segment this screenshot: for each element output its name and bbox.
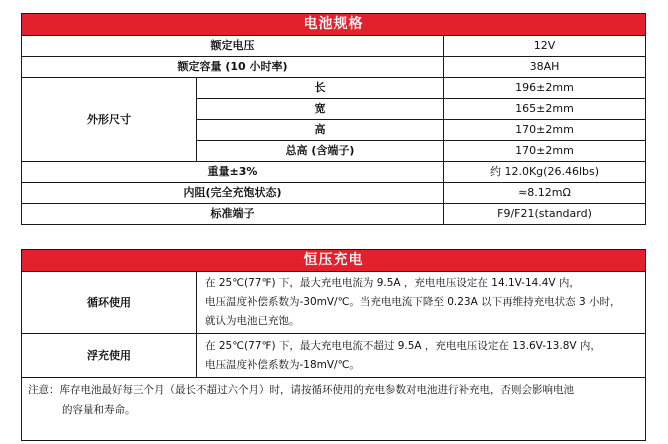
weight-label: 重量±3% [22, 162, 444, 183]
float-use-description [197, 334, 646, 378]
float-line-2: 电压温度补偿系数为-18mV/℃。 [205, 358, 360, 371]
length-label: 长 [197, 78, 444, 99]
cycle-use-label: 循环使用 [22, 272, 197, 334]
width-value: 165±2mm [444, 99, 646, 120]
float-line-1: 在 25℃(77℉) 下，最大充电电流不超过 9.5A ，充电电压设定在 13.6V-13.8V 内， [205, 339, 601, 352]
charging-table-title: 恒压充电 [22, 250, 646, 272]
cycle-use-description [197, 272, 646, 334]
cycle-line-1: 在 25℃(77℉) 下，最大充电电流为 9.5A ，充电电压设定在 14.1V-14.4V 内， [205, 277, 580, 289]
rated-capacity-label: 额定容量 (10 小时率) [22, 57, 444, 78]
note-line-1: 注意：库存电池最好每三个月（最长不超过六个月）时，请按循环使用的充电参数对电池进行补充电，否则会影响电池 [28, 384, 574, 396]
spec-table-title: 电池规格 [22, 14, 646, 36]
total-height-label: 总高 (含端子) [197, 141, 444, 162]
rated-voltage-value: 12V [444, 36, 646, 57]
width-label: 宽 [197, 99, 444, 120]
cycle-line-2: 电压温度补偿系数为-30mV/℃。当充电电流下降至 0.23A 以下再维持充电状态 3 小时， [205, 296, 621, 308]
dimensions-label: 外形尺寸 [22, 78, 197, 162]
float-use-label: 浮充使用 [22, 334, 197, 378]
note-line-2: 的容量和寿命。 [62, 404, 136, 416]
charging-table [21, 249, 646, 441]
height-label: 高 [197, 120, 444, 141]
storage-note [22, 378, 646, 441]
weight-value: 约 12.0Kg(26.46lbs) [444, 162, 646, 183]
standard-terminal-label: 标准端子 [22, 204, 444, 225]
internal-resistance-value: ≈8.12mΩ [444, 183, 646, 204]
rated-voltage-label: 额定电压 [22, 36, 444, 57]
standard-terminal-value: F9/F21(standard) [444, 204, 646, 225]
total-height-value: 170±2mm [444, 141, 646, 162]
internal-resistance-label: 内阻(完全充饱状态) [22, 183, 444, 204]
length-value: 196±2mm [444, 78, 646, 99]
battery-spec-table [21, 13, 646, 225]
height-value: 170±2mm [444, 120, 646, 141]
rated-capacity-value: 38AH [444, 57, 646, 78]
cycle-line-3: 就认为电池已充饱。 [205, 315, 300, 327]
